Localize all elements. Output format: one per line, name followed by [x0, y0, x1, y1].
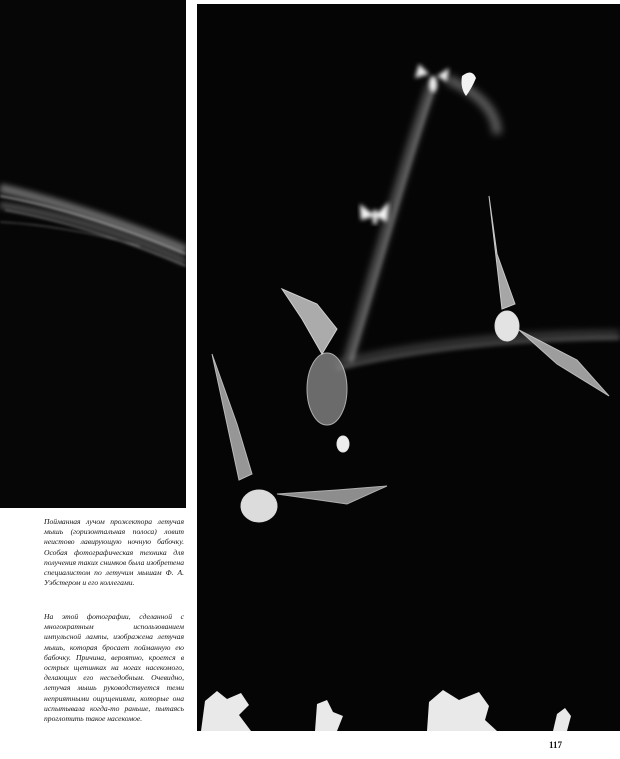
caption-multi-flash-photo: На этой фотографии, сделанной с многократным использованием импульсной лампы, изображена летучая мышь, которая бросает пойманную ею бабочку. Причина, вероятно, кроется в острых щетинках на ногах насекомого, делающих его несъедобным. Очевидно, летучая мышь руководствуется теми неприятными ощущениями, которые она испытывала когда-то раньше, пытаясь проглотить такое насекомое.: [44, 612, 184, 724]
caption-light-beam-photo: Пойманная лучом прожектора летучая мышь (горизонтальная полоса) ловит неистово лавирующую ночную бабочку. Особая фотографическая техника для получения таких снимков была изобретена специалистом по летучим мышам Ф. А. Уэбстером и его коллегами.: [44, 517, 184, 588]
page-number: 117: [549, 740, 563, 750]
photo-bat-catching-moth: [197, 4, 620, 731]
photo-bat-light-beam: [0, 0, 186, 508]
